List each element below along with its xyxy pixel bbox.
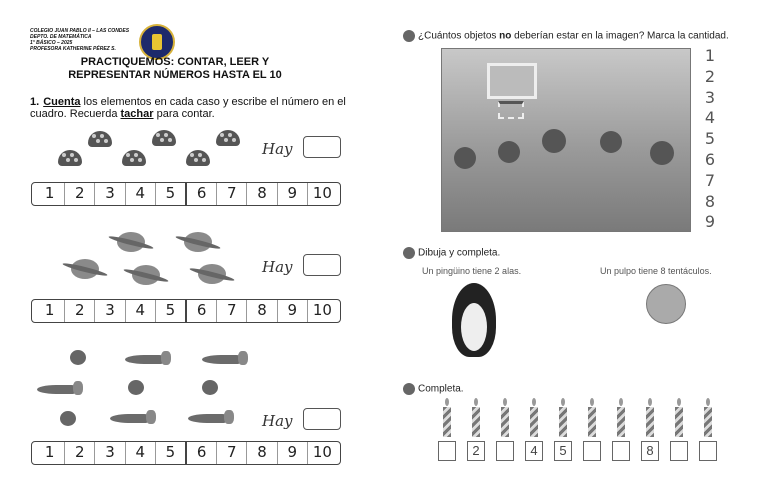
candle-box[interactable]: 4 bbox=[525, 441, 543, 461]
orange-icon[interactable] bbox=[70, 350, 86, 365]
planet-icon[interactable] bbox=[184, 232, 212, 252]
candle-icon bbox=[617, 407, 625, 437]
planet-icon[interactable] bbox=[198, 264, 226, 284]
candle-box[interactable] bbox=[670, 441, 688, 461]
number-cell[interactable]: 1 bbox=[44, 184, 55, 202]
keyword-cross: tachar bbox=[120, 108, 154, 120]
answer-box[interactable] bbox=[303, 254, 341, 276]
number-cell[interactable]: 7 bbox=[216, 183, 246, 205]
school-line: DEPTO. DE MATEMÁTICA bbox=[30, 34, 92, 40]
planet-icon[interactable] bbox=[71, 259, 99, 279]
number-cell[interactable]: 4 bbox=[125, 183, 155, 205]
penguin-image bbox=[452, 283, 496, 357]
number-cell[interactable]: 7 bbox=[216, 300, 246, 322]
ladybug-icon[interactable] bbox=[216, 130, 240, 146]
count-option[interactable]: 9 bbox=[704, 212, 716, 232]
ladybug-icon[interactable] bbox=[122, 150, 146, 166]
number-cell[interactable]: 10 bbox=[307, 300, 337, 322]
exercise-number: 1. bbox=[30, 96, 40, 108]
carrot-icon[interactable] bbox=[110, 414, 148, 423]
number-cell[interactable]: 10 bbox=[307, 442, 337, 464]
kid-head-icon bbox=[650, 141, 674, 165]
candle-icon bbox=[559, 407, 567, 437]
number-cell[interactable]: 10 bbox=[307, 183, 337, 205]
candle-icon bbox=[530, 407, 538, 437]
school-line: PROFESORA KATHERINE PÉREZ S. bbox=[30, 46, 116, 52]
school-line: COLEGIO JUAN PABLO II – LAS CONDES bbox=[30, 28, 130, 34]
candle-icon bbox=[588, 407, 596, 437]
candle-box[interactable] bbox=[612, 441, 630, 461]
worksheet-title bbox=[40, 56, 310, 82]
ladybug-icon[interactable] bbox=[186, 150, 210, 166]
candle-box[interactable] bbox=[699, 441, 717, 461]
number-cell[interactable]: 3 bbox=[94, 442, 124, 464]
candle-icon bbox=[675, 407, 683, 437]
bullet-icon bbox=[403, 30, 415, 42]
candle-icon bbox=[646, 407, 654, 437]
ladybug-icon[interactable] bbox=[88, 131, 112, 147]
number-cell[interactable]: 4 bbox=[125, 300, 155, 322]
school-logo bbox=[139, 24, 175, 60]
keyword-count: Cuenta bbox=[43, 96, 81, 108]
candle-box[interactable] bbox=[496, 441, 514, 461]
title-line: REPRESENTAR NÚMEROS HASTA EL 10 bbox=[68, 69, 282, 81]
number-cell[interactable]: 2 bbox=[64, 442, 94, 464]
kid-head-icon bbox=[600, 131, 622, 153]
count-option[interactable]: 2 bbox=[704, 66, 716, 86]
hay-label: Hay bbox=[262, 140, 293, 158]
number-cell[interactable]: 2 bbox=[64, 300, 94, 322]
draw-section-title bbox=[403, 247, 500, 259]
question-bold: no bbox=[499, 30, 512, 42]
number-cell[interactable]: 6 bbox=[185, 183, 216, 205]
number-cell[interactable]: 8 bbox=[246, 300, 276, 322]
count-option[interactable]: 6 bbox=[704, 149, 716, 169]
number-cell[interactable]: 5 bbox=[155, 183, 185, 205]
ladybug-icon[interactable] bbox=[152, 130, 176, 146]
kid-head-icon bbox=[542, 129, 566, 153]
question-text: ¿Cuántos objetos bbox=[418, 30, 500, 42]
candle-box[interactable]: 2 bbox=[467, 441, 485, 461]
orange-icon[interactable] bbox=[202, 380, 218, 395]
instruction-text: los elementos en cada caso y escribe el número en el cuadro. Recuerda bbox=[30, 96, 346, 120]
answer-box[interactable] bbox=[303, 136, 341, 158]
exercise-instruction bbox=[30, 96, 370, 120]
penguin-text: Un pingüino tiene 2 alas. bbox=[422, 266, 522, 276]
orange-icon[interactable] bbox=[60, 411, 76, 426]
number-cell[interactable]: 8 bbox=[246, 183, 276, 205]
number-cell[interactable]: 3 bbox=[94, 300, 124, 322]
bullet-icon bbox=[403, 383, 415, 395]
number-cell[interactable]: 5 bbox=[155, 442, 185, 464]
number-cell[interactable]: 2 bbox=[64, 183, 94, 205]
count-option[interactable]: 1 bbox=[704, 46, 716, 65]
question-text: deberían estar en la imagen? Marca la cantidad. bbox=[511, 30, 729, 42]
carrot-icon[interactable] bbox=[37, 385, 75, 394]
number-line bbox=[31, 441, 341, 465]
basketball-scene-image bbox=[441, 48, 691, 232]
title-line: PRACTIQUEMOS: CONTAR, LEER Y bbox=[80, 56, 270, 68]
kid-head-icon bbox=[498, 141, 520, 163]
answer-box[interactable] bbox=[303, 408, 341, 430]
school-line: 1° BÁSICO – 2025 bbox=[30, 40, 73, 46]
count-option[interactable]: 8 bbox=[704, 191, 716, 211]
candle-icon bbox=[472, 407, 480, 437]
question-objects bbox=[403, 30, 729, 42]
number-cell[interactable]: 7 bbox=[216, 442, 246, 464]
complete-section-title bbox=[403, 383, 464, 395]
number-cell[interactable]: 4 bbox=[125, 442, 155, 464]
octopus-image bbox=[646, 284, 686, 324]
basketball-net-icon bbox=[498, 101, 524, 119]
school-info bbox=[30, 28, 129, 52]
number-cell[interactable]: 8 bbox=[246, 442, 276, 464]
number-line bbox=[31, 299, 341, 323]
count-option[interactable]: 5 bbox=[704, 129, 716, 149]
bullet-icon bbox=[403, 247, 415, 259]
count-column bbox=[702, 46, 718, 233]
candle-box[interactable]: 8 bbox=[641, 441, 659, 461]
candle-box[interactable] bbox=[438, 441, 456, 461]
section-title-text: Dibuja y completa. bbox=[418, 247, 501, 259]
hay-label: Hay bbox=[262, 412, 293, 430]
number-cell[interactable]: 9 bbox=[277, 300, 307, 322]
number-cell[interactable]: 9 bbox=[277, 183, 307, 205]
section-title-text: Completa. bbox=[418, 383, 464, 395]
carrot-icon[interactable] bbox=[202, 355, 240, 364]
number-cell[interactable]: 9 bbox=[277, 442, 307, 464]
number-cell[interactable]: 5 bbox=[155, 300, 185, 322]
kid-head-icon bbox=[454, 147, 476, 169]
planet-icon[interactable] bbox=[132, 265, 160, 285]
carrot-icon[interactable] bbox=[188, 414, 226, 423]
candle-icon bbox=[443, 407, 451, 437]
ladybug-icon[interactable] bbox=[58, 150, 82, 166]
candle-box[interactable]: 5 bbox=[554, 441, 572, 461]
count-option[interactable]: 7 bbox=[704, 170, 716, 190]
candle-icon bbox=[704, 407, 712, 437]
number-cell[interactable]: 1 bbox=[44, 443, 55, 461]
candle-icon bbox=[501, 407, 509, 437]
planet-icon[interactable] bbox=[117, 232, 145, 252]
orange-icon[interactable] bbox=[128, 380, 144, 395]
number-line bbox=[31, 182, 341, 206]
candle-box[interactable] bbox=[583, 441, 601, 461]
instruction-text: para contar. bbox=[153, 108, 215, 120]
number-cell[interactable]: 6 bbox=[185, 300, 216, 322]
number-cell[interactable]: 6 bbox=[185, 442, 216, 464]
basketball-hoop-icon bbox=[487, 63, 537, 99]
count-option[interactable]: 4 bbox=[704, 108, 716, 128]
number-cell[interactable]: 1 bbox=[44, 301, 55, 319]
hay-label: Hay bbox=[262, 258, 293, 276]
octopus-text: Un pulpo tiene 8 tentáculos. bbox=[600, 266, 712, 276]
carrot-icon[interactable] bbox=[125, 355, 163, 364]
count-option[interactable]: 3 bbox=[704, 87, 716, 107]
number-cell[interactable]: 3 bbox=[94, 183, 124, 205]
